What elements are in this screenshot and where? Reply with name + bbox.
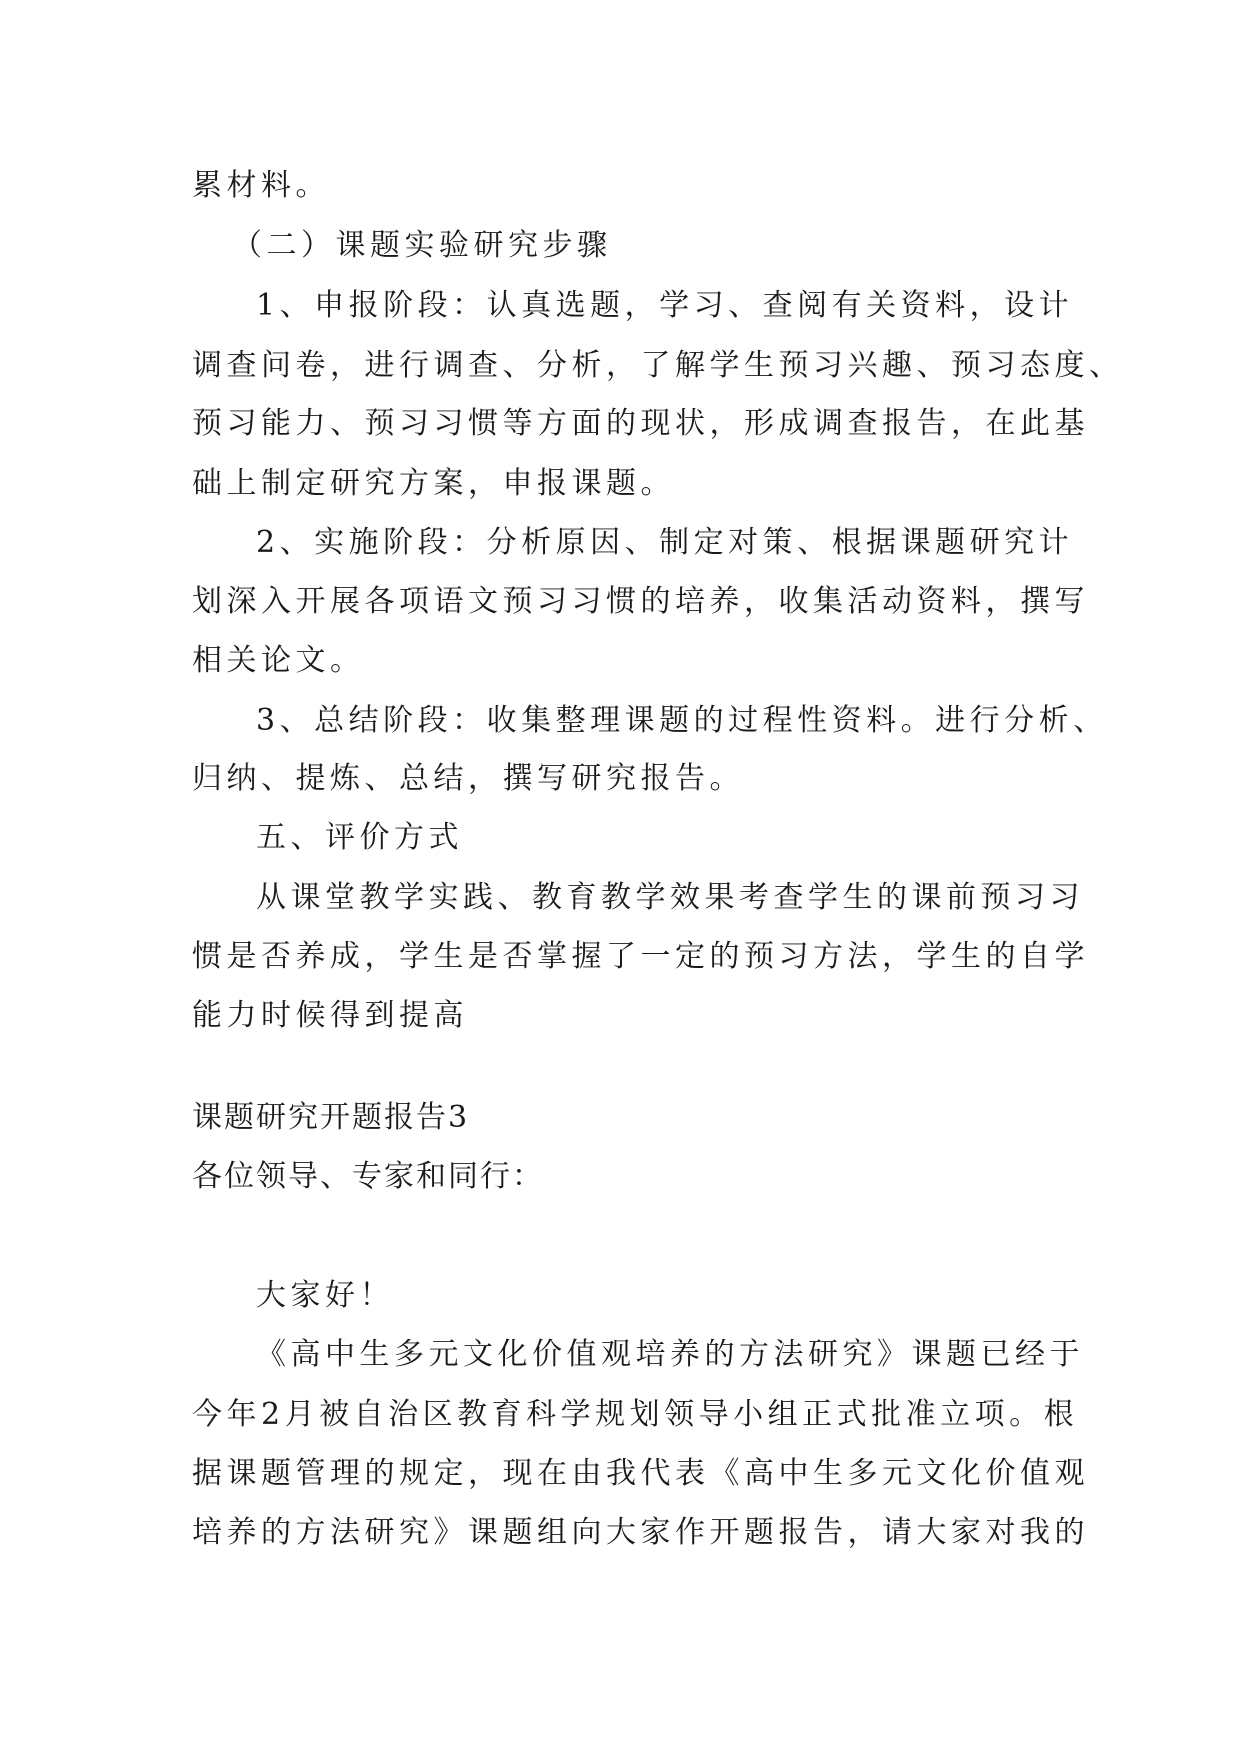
salutation: 各位领导、专家和同行： <box>192 1159 544 1194</box>
text-line-8: 划深入开展各项语文预习习惯的培养，收集活动资料，撰写 <box>192 584 1089 619</box>
text-line-21: 据课题管理的规定，现在由我代表《高中生多元文化价值观 <box>192 1456 1089 1491</box>
greeting: 大家好！ <box>256 1278 394 1313</box>
text-line-20: 今年2月被自治区教育科学规划领导小组正式批准立项。根 <box>192 1397 1079 1432</box>
text-line-13: 从课堂教学实践、教育教学效果考查学生的课前预习习 <box>256 880 1084 915</box>
text-line-19: 《高中生多元文化价值观培养的方法研究》课题已经于 <box>256 1337 1084 1372</box>
text-line-10: 3、总结阶段：收集整理课题的过程性资料。进行分析、 <box>256 703 1108 738</box>
text-line-4: 调查问卷，进行调查、分析，了解学生预习兴趣、预习态度、 <box>192 348 1124 383</box>
report-title: 课题研究开题报告3 <box>192 1100 470 1135</box>
text-line-22: 培养的方法研究》课题组向大家作开题报告，请大家对我的 <box>192 1515 1089 1550</box>
text-line-14: 惯是否养成，学生是否掌握了一定的预习方法，学生的自学 <box>192 939 1089 974</box>
text-line-9: 相关论文。 <box>192 643 365 678</box>
text-line-7: 2、实施阶段：分析原因、制定对策、根据课题研究计 <box>256 525 1074 560</box>
subsection-heading-steps: （二）课题实验研究步骤 <box>232 228 612 263</box>
section-heading-evaluation: 五、评价方式 <box>256 820 463 855</box>
text-line-15: 能力时候得到提高 <box>192 998 468 1033</box>
text-line-5: 预习能力、预习习惯等方面的现状，形成调查报告，在此基 <box>192 406 1089 441</box>
text-line-1: 累材料。 <box>192 168 330 203</box>
text-line-6: 础上制定研究方案，申报课题。 <box>192 466 675 501</box>
text-line-3: 1、申报阶段：认真选题，学习、查阅有关资料，设计 <box>256 288 1074 323</box>
text-line-11: 归纳、提炼、总结，撰写研究报告。 <box>192 761 744 796</box>
